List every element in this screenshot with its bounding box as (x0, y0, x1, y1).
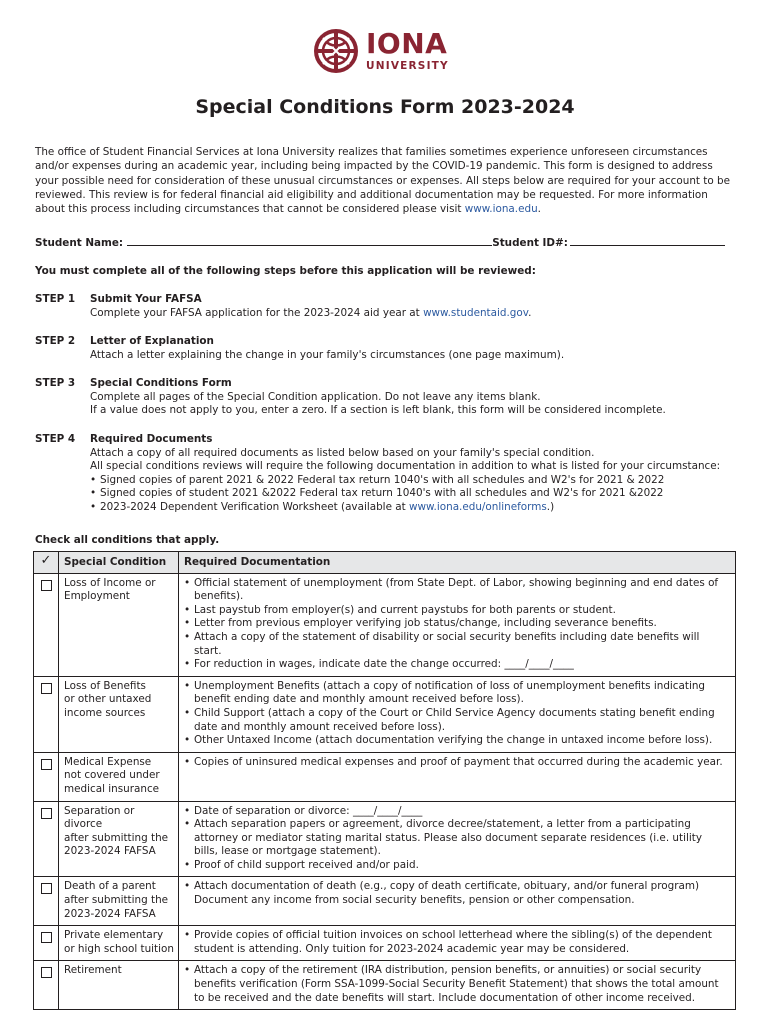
condition-line: or other untaxed (64, 693, 152, 706)
condition-line: Retirement (64, 964, 122, 977)
table-row (34, 926, 736, 961)
condition-line: 2023-2024 FAFSA (64, 907, 156, 920)
condition-line: Employment (64, 590, 130, 603)
required-docs (179, 877, 736, 926)
list-item: • Unemployment Benefits (attach a copy of notification of loss of unemployment benefits indicating benefit ending date and monthly amount received before loss). (184, 680, 729, 707)
required-docs (179, 573, 736, 676)
intro-text: The office of Student Financial Services at Iona University realizes that families sometimes experience unforeseen circumstances and/or expenses during an academic year, including being impacted by the COVID-19 pandemic. This form is designed to address your possible need for consideration of these unusual circumstances or expenses. All steps below are required for your account to be reviewed. This review is for federal financial aid eligibility and additional documentation may be requested. For more information about this process including circumstances that cannot be considered please visit (35, 146, 730, 216)
checkbox-cell (34, 573, 59, 676)
step-title: Special Conditions Form (90, 377, 232, 389)
condition-name (59, 926, 179, 961)
condition-name (59, 801, 179, 877)
celtic-knot-icon (312, 27, 360, 75)
step-label: STEP 1 (35, 293, 76, 305)
list-item: • Attach separation papers or agreement, divorce decree/statement, a letter from a participating attorney or mediator stating marital status. Please also document separate residences (i.e. utility bills, lease or mortgage statement). (184, 818, 729, 859)
required-docs (179, 676, 736, 752)
condition-checkbox[interactable] (41, 580, 52, 591)
iona-website-link[interactable]: www.iona.edu (464, 203, 538, 216)
list-item: • Official statement of unemployment (from State Dept. of Labor, showing beginning and end dates of benefits). (184, 577, 729, 604)
list-item: • Proof of child support received and/or paid. (184, 859, 729, 873)
step-title: Letter of Explanation (90, 335, 214, 347)
condition-name (59, 877, 179, 926)
table-row (34, 877, 736, 926)
list-item-text: 2023-2024 Dependent Verification Worksheet (available at (100, 500, 410, 513)
logo-wordmark: IONA (366, 27, 448, 61)
check-column-header (34, 552, 59, 574)
required-docs (179, 801, 736, 877)
condition-line: Loss of Income or (64, 576, 156, 589)
condition-name (59, 573, 179, 676)
required-docs-list (90, 474, 735, 515)
list-item-end: .) (546, 500, 555, 513)
student-id-field[interactable] (570, 236, 725, 246)
condition-line: not covered under (64, 769, 160, 782)
condition-checkbox[interactable] (41, 808, 52, 819)
conditions-table (33, 551, 736, 1010)
condition-line: Private elementary (64, 929, 164, 942)
student-info-line (35, 236, 725, 249)
list-item: • Child Support (attach a copy of the Court or Child Service Agency documents stating benefit ending date and monthly amount received before loss). (184, 707, 729, 734)
condition-line: or high school tuition (64, 942, 174, 955)
list-item: • Other Untaxed Income (attach documentation verifying the change in untaxed income before loss). (184, 734, 729, 748)
docs-column-header: Required Documentation (179, 552, 736, 574)
condition-line: medical insurance (64, 782, 160, 795)
checkbox-cell (34, 752, 59, 801)
intro-end: . (537, 203, 541, 216)
step-text: If a value does not apply to you, enter a zero. If a section is left blank, this form will be considered incomplete. (90, 404, 666, 417)
condition-checkbox[interactable] (41, 683, 52, 694)
checkbox-cell (34, 926, 59, 961)
condition-line: Separation or divorce (64, 804, 135, 831)
must-complete-heading: You must complete all of the following steps before this application will be reviewed: (35, 265, 536, 277)
required-docs (179, 926, 736, 961)
checkbox-cell (34, 676, 59, 752)
list-item (90, 501, 735, 515)
required-docs (179, 752, 736, 801)
condition-line: Loss of Benefits (64, 679, 146, 692)
checkbox-cell (34, 961, 59, 1010)
list-item: • For reduction in wages, indicate date the change occurred: ____/____/____ (184, 658, 729, 672)
online-forms-link[interactable]: www.iona.edu/onlineforms (409, 500, 547, 513)
table-row (34, 801, 736, 877)
checkmark-icon: ✓ (40, 553, 52, 568)
step-title: Required Documents (90, 433, 213, 445)
check-all-heading: Check all conditions that apply. (35, 534, 220, 546)
studentaid-link[interactable]: www.studentaid.gov (423, 306, 529, 319)
list-item: • Letter from previous employer verifying job status/change, including severance benefits. (184, 617, 729, 631)
step-text-part: Complete your FAFSA application for the 2023-2024 aid year at (90, 306, 424, 319)
step-label: STEP 4 (35, 433, 76, 445)
list-item: • Attach documentation of death (e.g., copy of death certificate, obituary, and/or funeral program) Document any income from social security benefits, pension or other compensation. (184, 880, 729, 907)
step-text (90, 307, 735, 321)
table-row (34, 676, 736, 752)
table-row (34, 961, 736, 1010)
list-item: • Provide copies of official tuition invoices on school letterhead where the sibling(s) of the dependent student is attending. Only tuition for 2023-2024 academic year may be considered. (184, 929, 729, 956)
list-item: • Copies of uninsured medical expenses and proof of payment that occurred during the academic year. (184, 756, 729, 770)
student-id-label: Student ID#: (492, 237, 568, 249)
list-item: • Signed copies of parent 2021 & 2022 Federal tax return 1040's with all schedules and W2's for 2021 & 2022 (90, 474, 735, 488)
student-name-label: Student Name: (35, 237, 124, 249)
table-row (34, 573, 736, 676)
list-item: • Last paystub from employer(s) and current paystubs for both parents or student. (184, 604, 729, 618)
condition-line: Death of a parent (64, 880, 156, 893)
condition-checkbox[interactable] (41, 967, 52, 978)
student-name-field[interactable] (127, 236, 492, 246)
step-text: Attach a copy of all required documents as listed below based on your family's special condition. (90, 446, 595, 459)
table-header-row (34, 552, 736, 574)
condition-checkbox[interactable] (41, 759, 52, 770)
step-title: Submit Your FAFSA (90, 293, 202, 305)
condition-checkbox[interactable] (41, 932, 52, 943)
list-item: • Signed copies of student 2021 &2022 Federal tax return 1040's with all schedules and W2's for 2021 &2022 (90, 487, 735, 501)
list-item: • Attach a copy of the statement of disability or social security benefits including date benefits will start. (184, 631, 729, 658)
intro-paragraph (35, 145, 737, 216)
required-docs (179, 961, 736, 1010)
step-text: All special conditions reviews will require the following documentation in addition to what is listed for your circumstance: (90, 460, 721, 473)
list-item: • Date of separation or divorce: ____/____/____ (184, 805, 729, 819)
condition-column-header: Special Condition (59, 552, 179, 574)
condition-name (59, 676, 179, 752)
list-item: • Attach a copy of the retirement (IRA distribution, pension benefits, or annuities) or social security benefits verification (Form SSA-1099-Social Security Benefit Statement) that shows the total amount to be received and the date benefits will start. Include documentation of other income received. (184, 964, 729, 1005)
condition-name (59, 961, 179, 1010)
iona-university-logo (312, 22, 462, 80)
condition-line: after submitting the (64, 831, 169, 844)
condition-line: income sources (64, 706, 146, 719)
step-text: Complete all pages of the Special Condition application. Do not leave any items blank. (90, 390, 541, 403)
checkbox-cell (34, 877, 59, 926)
step-text-end: . (528, 306, 532, 319)
condition-line: 2023-2024 FAFSA (64, 845, 156, 858)
condition-name (59, 752, 179, 801)
page-title: Special Conditions Form 2023-2024 (195, 96, 575, 118)
condition-checkbox[interactable] (41, 883, 52, 894)
table-row (34, 752, 736, 801)
logo-subtitle: UNIVERSITY (366, 60, 449, 73)
step-label: STEP 3 (35, 377, 76, 389)
condition-line: Medical Expense (64, 755, 152, 768)
step-label: STEP 2 (35, 335, 76, 347)
condition-line: after submitting the (64, 894, 169, 907)
checkbox-cell (34, 801, 59, 877)
step-text: Attach a letter explaining the change in your family's circumstances (one page maximum). (90, 348, 565, 361)
